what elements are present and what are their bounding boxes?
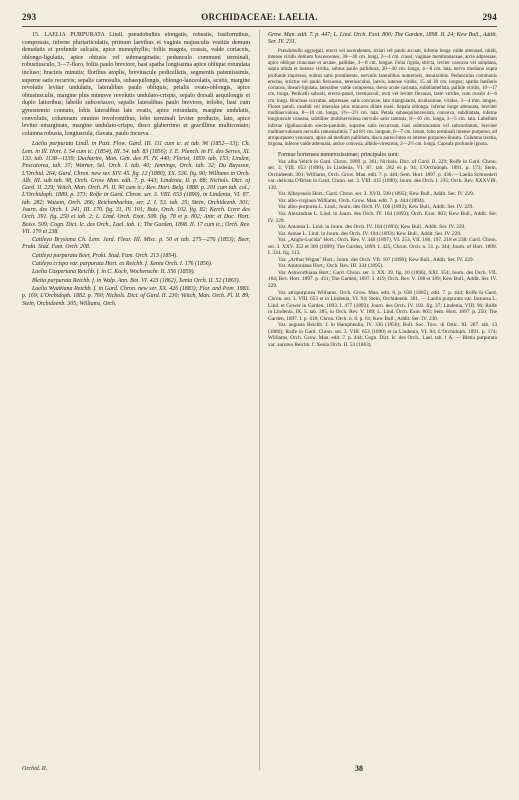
page-number-right: 294: [482, 12, 497, 22]
variety-entry: Var. Albayensis Hort.; Gard. Chron. ser. 3. XVII. 590 (1895); Kew Bull., Addit. Ser. IV. 229.: [278, 191, 475, 198]
page-header: [22, 12, 497, 26]
variety-entry: Var. augusta Reichb. f. in Hamphenlia, IV. 336 (1856); Bull. Soc. Tosc. di Ortic. XI. 287. tab. 13 (1886); Rolfe in Gard. Chron. ser. 3. VIII. 653 (1890) et in Lindenia, VI. 94; L'Orchidoph. 1891. p. 174; Williams, Orch. Grow. Man. edit. 7. p. 444; Cogn. Dict. Ic. des Orch., Lael. tab. 1 A. — Bletia purpurata var. aurorea Reichb. f. Xenia Orch. II. 53 (1863).: [268, 322, 497, 348]
column-separator: [259, 30, 260, 770]
variety-entry: Var. alba Veitch in Gard. Chron. 1889. p. 361; Nichols. Dict. of Gard. II. 229; Rolfe in Gard. Chron. ser. 3. VIII. 653 (1890), in Lindenia, VI. 87. tab. 282 et p. 94; L'Orchidoph. 1891. p. 173; Stein, Orchideenb. 301; Williams, Orch. Grow. Man. edit. 7. p. 444; Sem. Hort. 1897. p. 430.— Laelia Schroederi var. delicata O'Brien in Gard. Chron. ser. 3. VIII. 415 (1890); Journ. des Orch. I. 235; Orch. Rev. XXXVIII. 139.: [268, 158, 497, 191]
footer-signature: Orchid. II.: [22, 766, 48, 772]
varieties-heading: Formae hortenses numerosissimae; principales sunt:: [278, 151, 400, 158]
running-title: ORCHIDACEAE: LAELIA.: [201, 12, 318, 22]
species-description: 15. LAELIA PURPURATA Lindl. pseudobulbis elongatis, robustis, fusiformibus, compressis, inferne pluriarticulatis, primum laevibus et vaginis majusculis vestitis demum denudatis et profunde sulcatis, apice monophyllis; foliis magnis, crassis, valde coriaceis, oblongo-ligulatis, apice obtusis vel submarginatis; pedunculo communi terminali, robustiusculo, 3—7-floro, foliis paulo breviore, basi spatha longissima apice oblique rotundata incluso; bracteis minutis; floribus amplis, breviuscule pedicellatis, segmentis patentissimis, superne satis recurvis; sepalis carnosulis, subaequilongis, oblongo-lanceolatis, acutis, margine revolutis leviter undulatis, lateralibus paulo obliquis; petalis ovato-oblongis, apice obtusiusculis, margine plus minusve revolutis undulato-crispis, sepalo dorsali aequilongis et duplo latioribus; labello subcoriaceo, sepalis lateralibus paulo breviore, trilobo, basi cum gynostemio connato, lobis lateralibus late ovatis, apice rotundatis, margine undulatis, convolutis, columnam omnino involventibus, lobo terminali leviter producto, lato, apice leviter emarginato, margine undulato-crispo, disco glaberrimo et gracillime multicostato; columna robusta, longiuscula, clavata, paulo incurva.: [22, 32, 250, 137]
page-number-left: 293: [22, 12, 37, 22]
variety-entry: Var. Amoena L. Lind. in Journ. des Orch. IV. 104 (1893); Kew Bull., Addit. Ser. IV. 229.: [278, 224, 466, 231]
variety-entry: Var. Ashworthiana Hort.; Gard. Chron. ser. 3. XX. 39. fig. 10 (1896), XXI. 354; Journ. des Orch. VII. 164; Rev. Hort. 1897. p. 431; The Garden, 1897. I. 419; Orch. Rev. V. 168 et 189; Kew Bull., Addit. Ser. IV. 229.: [268, 269, 497, 289]
right-column: [268, 32, 497, 767]
synonym-entry: Laelia Casperiana Reichb. f. in C. Koch, Wochenschr. II. 356 (1859).: [32, 269, 195, 276]
synonym-entry: Cattleya Brysiana Ch. Lem. Jard. Fleur. III. Misc. p. 50 et tab. 275—276 (1853); Beer, Prakt. Stud. Fam. Orch. 208.: [22, 237, 250, 251]
left-column: [22, 32, 250, 767]
morphology-description: Pseudobulbi aggregati, erecti vel ascendentes, striati vel paulo arcuati, inferne longe valde attenuati, nitidi, intense viridis demum fuscescentes, 30—40 cm. longi, 2—4 cm. crassi; vaginae membranaceae, arcte adpressae, apice oblique truncatae et acutae, pallidae, 4—8 cm. longae. Folia rigida, stricta, leviter concava vel subplana, supra nitida et intense viridia, subtus paulo pallidiora, 20—40 cm. longa, 4—8 cm. lata, nervo mediano supra profunde impresso, subtus satis prominente, nervulis lateralibus numerosis, tenuissimis. Pedunculus communis erectus, strictus vel paulo flexuosus, teretiusculus, laevis, intense viridis, 15 ad 30 cm. longus; spatha basilaris coriacea, lineari-ligulata, lateraliter valde compressa, dorso acute carinata, subbilamellata, pallide viridis, 10—17 cm. longa. Pedicelli subsoli, erecto-patuli, teretiusculi, recti vel leviter flexuosi, laete virides, cum ovario 4—6 cm. longi. Bracteae curvatae, adpressae, satis concavae, late triangulares, acutissimae, virides, 3—4 mm. longae. Flores patuli, candidi vel intensius plus minusve dilute rosei. Sepala oblonga, inferne longe attenuata, breviter multinervulosa, 8—10 cm. longa, 1½—2½ cm. lata. Petala subaequilanceolata, convexa, subdilatata, inferne longiuscule cuneata, subtiliter multinervulosa nervulis satis ramosis, 8—10 cm. longa, 3—5 cm. lata. Labellum inferne rigidiusculum erecto-patulum, superne satis recurvum, basi subtruncatum vel subcordatum, breviter multinervulosum nervulis ramosissimis, 7 ad 8½ cm. longum, 6—7 cm. latum, lobo terminali intense purpureo, ad atropurpureo venosum, apice ad medium pallidum, disco aureo-luteo et intense purpureo-lineato. Columna teretia, trigona, inferne valde attenuata, antice convexa, albido-virescens, 2—2½ cm. longa. Capsula profunde ignota.: [268, 48, 497, 148]
synonym-entry: Bletia purpurata Reichb. f. in Walp. Ann. Bot. VI. 423 (1862), Xenia Orch. II. 52 (1863).: [32, 277, 241, 284]
variety-entry: Var. Annae L. Lind. in Journ. des Orch. IV. 104 (1893); Kew Bull., Addit. Ser. IV. 229.: [278, 230, 462, 237]
footer-sheet-number: 38: [355, 764, 363, 773]
variety-entry: Var. albo-virginea Williams, Orch. Grow. Man. edit. 7. p. 444 (1894).: [278, 197, 425, 204]
synonym-entry: Laelia Wyattiana Reichb. f. in Gard. Chron. new ser. XX. 426 (1883); Flor. and Pom. 1883. p. 169; L'Orchidoph. 1882. p. 760; Nichols. Dict. of Gard. II. 230; Veitch, Man. Orch. Pl. II. 89; Stein, Orchideenb. 305; Williams, Orch.: [22, 285, 250, 307]
variety-entry: Var. albo-purpurea L. Lind.; Journ. des Orch. IV. 106 (1893); Kew Bull., Addit. Ser. IV. 229.: [278, 204, 474, 211]
variety-entry: Var. Ashtoniana Hort.; Orch. Rev. III. 334 (1895).: [278, 263, 384, 270]
synonym-entry: Cattleya purpurata Beer, Prakt. Stud. Fam. Orch. 213 (1854).: [32, 252, 178, 259]
variety-entry: Var. „Anglo-Lucida" Hort.; Orch. Rev. V. 346 (1897), VI. 253, VII. 186, 197. 218 et 238; Gard. Chron. ser. 3. XXV. 352 et 369 (1899); The Garden, 1899. I. 425; Chron. Orch. n. 51. p. 344; Journ. of Hort. 1899. I. 334. fig. 113.: [268, 237, 497, 257]
literature-citations: Laelia purpurata Lindl. in Paxt. Flow. Gard. III. 111 cum ic. et tab. 96 (1852—53); Ch. Lem. in Ill. Hort. I. 54 cum ic. (1854), III. 54. tab. 83 (1856); J. E. Planch. in Fl. des Serres, XI. 133. tab. 1138—1139; Duchartre, Man. Gén. des Pl. IV. 440; Florist, 1859. tab. 153; Linden, Pescatorea, tab. 37; Warner, Sel. Orch. I. tab. 40; Jennings, Orch. tab. 32; Du Buysson, L'Orchid. 264; Gard. Chron. new ser. XIV. 45. fig. 12 (1880), XX. 536. fig. 90; Williams in Orch. Alb. III. sub tab. 98, Orch. Grow. Man. edit. 7. p. 443; Lindenia, II. p. 88; Nichols. Dict. of Gard. II. 229; Veitch, Man. Orch. Pl. II. 90 cum ic.; Rev. Hort. Belg. 1888. p. 201 cum tab. col.; L'Orchidoph. 1889. p. 373; Rolfe in Gard. Chron. ser. 3. VIII. 653 (1890), in Lindenia, VI. 87. tab. 282; Watson, Orch. 266; Reichenbachia, ser. 2. I. 53. tab. 25; Stein, Orchideenb. 301; Journ. des Orch. I. 241, III. 170. fig. 31, IV. 101; Bois, Orch. 102. fig. 82; Kerch. Livre des Orch. 391. fig. 250 et tab. 2; L. Lind. Orch. Exot. 509. fig. 78 et p. 802; Antr. et Duc. Hort. Boiss. 509; Cogn. Dict. Ic. des Orch., Lael. tab. 1; The Garden, 1898. II. 17 cum ic.; Orch. Rev. VII. 170 et 238.: [22, 141, 250, 235]
variety-entry: Var. Alexandrae L. Lind. in Journ. des Orch. IV. 104 (1893); Orch. Exot. 802; Kew Bull., Addit. Ser. IV. 229.: [268, 210, 497, 224]
variety-entry: Var. atropurpurea Williams, Orch. Grow. Man. edit. 6. p. 638 (1885), edit. 7. p. 444; Rolfe in Gard. Chron. ser. 3. VIII. 653 et in Lindenia, VI. 94; Stein, Orchideenb. 301. — Laelia purpurata var. fastuosa L. Lind. et Gower in Garden, 1893. I. 477 (1893); Journ. des Orch. IV. 102. fig. 37; Lindenia, VIII. 96; Rolfe in Lindenia, IX. 5. tab. 385, in Orch. Rev. V. 189; L. Lind. Orch. Exot. 803; Sem. Hort. 1897. p. 250; The Garden, 1897. I. p. 418; Chron. Orch. n. 8. p. 61; Kew Bull., Addit. Ser. IV. 230.: [268, 289, 497, 322]
variety-entry: Var. „Arthur Wigan" Hort.; Journ. des Orch. VII. 107 (1896); Kew Bull., Addit. Ser. IV. 229.: [278, 256, 474, 263]
synonym-entry: Cattleya crispa var. purpurata Hort. ex Reichb. f. Xenia Orch. I. 176 (1856).: [32, 261, 213, 268]
synonym-continuation: Grow. Man. edit. 7. p. 447; L. Lind. Orch. Exot. 806; The Garden, 1898. II. 24; Kew Bull., Addit. Ser. IV. 231.: [268, 32, 497, 46]
header-rule: [22, 26, 497, 27]
